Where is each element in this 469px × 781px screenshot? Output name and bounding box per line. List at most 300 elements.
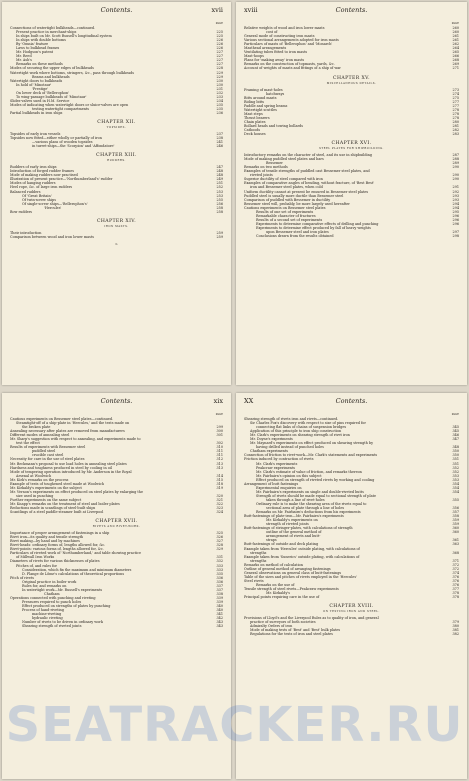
entry-text: Example taken from 'Sunerics' outside plating, with calculations of	[244, 554, 360, 559]
entry-text: Ventilating tubes fitted to iron masts	[244, 50, 308, 55]
entry-text: test the effect	[16, 441, 40, 446]
entry-text: Outline of general method of arranging fastenings	[244, 566, 331, 571]
entry-text: Mr. Clark's estimate of value of friction, and remarks thereon	[256, 469, 362, 474]
entry-text: Mr. Ash's	[16, 58, 32, 63]
entry-page-number: 311	[216, 449, 223, 454]
entry-text: Rivet making—by hand and by machines	[10, 539, 80, 544]
entry-page-number: 232	[216, 90, 223, 95]
entry-text: Necessity for care in the use of steel plates	[10, 457, 85, 462]
entry-page-number: 275	[452, 95, 459, 100]
contents-entry	[244, 632, 459, 636]
entry-text: arrangement of rivets and butt-	[266, 534, 321, 539]
running-header	[10, 6, 223, 18]
entry-text: Results of one set of experiments	[256, 209, 314, 214]
entry-text: Strength of rivets should be made equal to sectional strength of plate	[256, 493, 376, 498]
entry-text: Chain plates	[244, 119, 266, 124]
entry-page-number: 228	[216, 66, 223, 71]
entry-text: Tensile strength of steel rivets—Peakcraw experiments	[244, 586, 339, 591]
entry-text: having drilled instead of punched holes	[256, 445, 324, 450]
entry-page-number: 363	[452, 542, 459, 547]
entry-text: Effect produced on strength of riveted rivets by working and cooling	[256, 477, 375, 482]
entry-text: Mr. Knapp's remarks on the treatment of steel and boiler plates	[10, 501, 120, 506]
entry-page-number: 348	[452, 445, 459, 450]
contents-body	[244, 22, 459, 381]
entry-text: Butt-fastenings of plate-iron—Mr. Fairbairn's experiments	[244, 514, 344, 519]
entry-text: Original practice in boiler work	[22, 579, 77, 584]
entry-text: Topsides now fitted—either wholly or partially of iron	[10, 136, 102, 141]
entry-page-number: 350	[452, 449, 459, 454]
entry-page-number: 337	[216, 583, 223, 588]
entry-page-number: 351	[452, 461, 459, 466]
entry-text: size used in punching	[16, 493, 54, 498]
entry-page-number: 346	[452, 433, 459, 438]
entry-text: Annealing necessary after plates are removed from manufacturers	[10, 429, 125, 434]
entry-text: Arsenal at Woolwich	[16, 473, 52, 478]
entry-text: Provisions of Lloyd's and the Liverpool Rules as to quality of iron, and general	[244, 616, 379, 621]
entry-text: Mode of tempering operation introduced by Mr. Anderson in the Royal	[10, 469, 132, 474]
entry-text: taken through a line of rivet-holes	[266, 497, 325, 502]
entry-page-number: 359	[452, 522, 459, 527]
running-header	[244, 6, 459, 18]
entry-page-number: 280	[452, 119, 459, 124]
entry-text: Mr. Fairbairn's experiments on single and double-riveted butts	[256, 489, 364, 494]
entry-text: Various sectional arrangements adopted for iron masts	[244, 38, 339, 43]
entry-text: In ships built on Mr. Scott Russell's longitudinal system	[16, 34, 112, 39]
page-column-label: PAGE	[215, 22, 223, 25]
entry-text: Mr. Kirkaldy's experiments on the subject	[10, 485, 82, 490]
entry-page-number: 248	[216, 173, 223, 178]
entry-text: Balanced rudders	[10, 189, 41, 194]
entry-page-number: 294	[452, 201, 459, 206]
entry-text: Application of this principle to iron ship construction	[250, 429, 342, 434]
entry-page-number: 313	[216, 465, 223, 470]
entry-text: Remarks on two methods	[244, 165, 288, 170]
chapter-subtitle: MISCELLANEOUS DETAILS.	[326, 81, 377, 85]
entry-page-number: 277	[452, 99, 459, 104]
entry-page-number: 339	[216, 595, 223, 600]
entry-page-number: 356	[452, 506, 459, 511]
entry-page-number: 322	[216, 501, 223, 506]
entry-text: connecting flat links of chains of suspension bridges	[256, 425, 347, 430]
page-column-label: PAGE	[451, 413, 459, 416]
entry-page-number: 313	[216, 461, 223, 466]
entry-text: Bow rudders	[10, 209, 33, 214]
entry-page-number: 249	[216, 177, 223, 182]
entry-text: Process of hand-riveting	[22, 608, 64, 613]
entry-page-number: 319	[216, 485, 223, 490]
entry-text: Peakcraw experiments	[256, 465, 296, 470]
entry-page-number: 235	[216, 102, 223, 107]
entry-text: outline of the general method of	[266, 530, 322, 535]
entry-page-number: 329	[216, 547, 223, 552]
entry-page-number: 271	[452, 66, 459, 71]
entry-page-number: 236	[216, 110, 223, 115]
entry-text: Mr. Maynard's experiments on effect produced on shearing strength by	[250, 441, 374, 446]
entry-text: Plans for 'making away' iron masts	[244, 58, 305, 63]
entry-text: Mr. Doyne's experiments	[250, 437, 293, 442]
entry-page-number: 251	[216, 181, 223, 186]
contents-entry	[10, 624, 223, 628]
entry-text: Bitts around masts	[244, 95, 277, 100]
entry-page-number: 333	[216, 567, 223, 572]
entry-text: Shearing strength of rivets iron and rivets—continued.	[244, 417, 339, 421]
entry-text: Mr. Clark's experiments on shearing strength of rivet iron	[250, 433, 350, 438]
entry-page-number: 360	[452, 530, 459, 535]
entry-page-number: 295	[452, 209, 459, 214]
entry-text: Watertight doors to bulkheads	[10, 78, 63, 83]
entry-text: Beams and bulkheads	[32, 74, 70, 79]
entry-text: Friction induced by contraction of rivets	[244, 457, 314, 462]
entry-text: Remarks on method of calculation	[244, 562, 303, 567]
watermark-logo: SEATRACKER.RU	[5, 697, 464, 753]
entry-text: 'Hercules'	[44, 205, 62, 210]
entry-text: Examples of tensile strengths of puddled cast Bessemer steel plates, and	[244, 169, 370, 174]
entry-text: Different modes of annealing steel	[10, 433, 70, 438]
entry-page-number: 260	[452, 30, 459, 35]
entry-text: Admiralty Orders of iron	[250, 624, 293, 629]
entry-page-number: 253	[216, 193, 223, 198]
entry-page-number: 371	[452, 558, 459, 563]
entry-text: Mr. Sharp's suggestion with respect to annealing, and experiments made to	[10, 437, 141, 442]
entry-text: Illustration of present practice—'Northumberland's' rudder	[10, 177, 113, 182]
entry-text: Ordinary rule is to make the shearing area of the rivets equal to	[256, 501, 367, 506]
entry-text: Relative weights of wood and iron lower masts	[244, 26, 325, 30]
chapter-heading: CHAPTER XVIII.	[329, 604, 374, 610]
entry-page-number: 315	[216, 477, 223, 482]
entry-text: Examples of comparative angles of bending, without fracture, of 'Best Best'	[244, 181, 375, 186]
entry-text: Example taken from 'Hercules' outside plating, with calculations of	[244, 546, 360, 551]
entry-page-number: 355	[452, 497, 459, 502]
running-header	[244, 397, 459, 409]
entry-text: Cautious experiments on Bessemer steel plates—continued.	[10, 417, 114, 421]
entry-page-number: 378	[452, 595, 459, 600]
entry-text: D. Flange de Lôme's calculations of theoretical proportions	[22, 571, 125, 576]
entry-page-number: 231	[216, 86, 223, 91]
entry-text: Cathoods	[244, 127, 261, 132]
entry-text: testing watertight compartments	[32, 106, 89, 111]
entry-text: General observations on general class of butt-fastenings	[244, 570, 342, 575]
entry-page-number: 341	[216, 612, 223, 617]
entry-page-number: 318	[216, 481, 223, 486]
entry-page-number: 335	[216, 571, 223, 576]
entry-text: Paddle and spring beams	[244, 103, 288, 108]
entry-page-number: 252	[216, 185, 223, 190]
chapter-heading: CHAPTER XIII.	[96, 153, 137, 159]
entry-text: Introduction of forged rudder frames	[10, 169, 74, 174]
entry-page-number: 296	[452, 217, 459, 222]
entry-page-number: 368	[452, 550, 459, 555]
entry-page-number: 288	[452, 157, 459, 162]
entry-page-number: 291	[452, 185, 459, 190]
entry-text: By 'Omnia' feature	[16, 42, 49, 47]
entry-page-number: 259	[216, 230, 223, 235]
entry-page-number: 372	[452, 566, 459, 571]
entry-text: Rivet-heads: ordinary forms of, lengths allowed for, &c.	[10, 543, 106, 548]
entry-text: Importance of proper arrangement of fastenings in a ship	[10, 531, 110, 536]
header-title: Contents.	[335, 6, 368, 14]
entry-page-number: 246	[216, 144, 223, 149]
entry-text: Laws to bulkhead frames	[16, 46, 60, 51]
entry-text: Comparison of puddled with Bessemer in ductility	[244, 197, 331, 202]
entry-page-number: 290	[452, 173, 459, 178]
entry-page-number: 293	[452, 197, 459, 202]
entry-page-number: 337	[216, 587, 223, 592]
entry-page-number: 225	[216, 34, 223, 39]
signature-mark: b	[115, 241, 118, 246]
entry-text: Heel rope, &c. of large iron rudders	[10, 185, 73, 190]
entry-text: Remarks on the use of	[256, 582, 295, 587]
entry-page-number: 376	[452, 574, 459, 579]
entry-text: Modes of hanging rudders	[10, 181, 56, 186]
entry-text: Arrangement of butt fastenings	[244, 481, 299, 486]
entry-text: Principal points requiring care in the use of	[244, 595, 320, 600]
entry-page-number: 376	[452, 578, 459, 583]
entry-text: Pitch of rivets	[10, 575, 34, 580]
entry-text: —various plans of wooden topsides	[32, 140, 93, 145]
entry-text: Connections of watertight bulkheads—continued.	[10, 26, 96, 30]
entry-text: Chatham	[44, 591, 60, 596]
entry-text: strengths	[250, 558, 267, 563]
entry-text: Uniform ductility cannot at present be ensured in Bessemer steel plates	[244, 189, 369, 194]
contents-entry	[10, 510, 223, 514]
chapter-heading: CHAPTER XVII.	[95, 519, 138, 525]
entry-text: Experimental enquiries on	[256, 485, 302, 490]
entry-text: Mr. Clark's experiments	[256, 461, 298, 466]
entry-page-number: 325	[216, 531, 223, 536]
header-page-number: XX	[244, 397, 254, 405]
entry-page-number: 372	[452, 562, 459, 567]
entry-text: Rules for, and remarks on	[22, 583, 67, 588]
entry-page-number: 238	[216, 136, 223, 141]
entry-page-number: 278	[452, 107, 459, 112]
entry-text: Steel rivets	[244, 578, 264, 583]
entry-text: strengths	[250, 550, 267, 555]
entry-page-number: 227	[216, 62, 223, 67]
entry-page-number: 310	[216, 445, 223, 450]
entry-page-number: 227	[216, 54, 223, 59]
entry-page-number: 281	[452, 123, 459, 128]
entry-text: Rivet-points: various forms of, lengths allowed for, &c.	[10, 547, 104, 552]
entry-text: Butt-fastenings of outside and deck plating	[244, 542, 319, 547]
entry-text: Operations connected with punching and riveting	[10, 595, 96, 600]
entry-text: Conclusions drawn from the results obtained	[256, 234, 334, 239]
entry-page-number: 354	[452, 489, 459, 494]
entry-page-number: 312	[216, 457, 223, 462]
entry-page-number: 354	[452, 481, 459, 486]
entry-page-number: 225	[216, 30, 223, 35]
entry-text: Mr. Kirkaldy's experiments on	[266, 518, 318, 523]
entry-page-number: 379	[452, 620, 459, 625]
contents-entry	[10, 210, 223, 214]
contents-entry	[10, 111, 223, 115]
entry-text: Chatham experiments	[250, 449, 288, 454]
entry-page-number: 273	[452, 87, 459, 92]
contents-entry	[244, 234, 459, 238]
entry-page-number: 258	[216, 209, 223, 214]
contents-entry	[10, 144, 223, 148]
entry-text: Thrust bearers	[244, 115, 270, 120]
entry-page-number: 326	[216, 535, 223, 540]
header-page-number: xix	[213, 397, 223, 405]
entry-page-number: 283	[452, 132, 459, 137]
entry-text: On lower deck of 'Bellerophon'	[16, 90, 70, 95]
entry-text: Introductory remarks on the character of steel, and its use in shipbuilding	[244, 153, 372, 158]
entry-text: Mode of making tests of 'Best' and 'Best' bulk plates	[250, 628, 341, 633]
entry-page-number: 321	[216, 497, 223, 502]
entry-page-number: 282	[452, 127, 459, 132]
entry-page-number: 248	[216, 169, 223, 174]
entry-page-number: 226	[216, 38, 223, 43]
entry-page-number: 333	[216, 563, 223, 568]
entry-page-number: 299	[216, 425, 223, 430]
entry-page-number: 340	[216, 608, 223, 613]
entry-page-number: 234	[216, 98, 223, 103]
chapter-heading: CHAPTER XVI.	[331, 141, 372, 147]
entry-page-number: 345	[452, 425, 459, 430]
entry-page-number: 301	[216, 433, 223, 438]
entry-page-number: 339	[216, 599, 223, 604]
entry-page-number: 360	[452, 526, 459, 531]
entry-text: Remarks on the construction of topmasts, yards, &c.	[244, 62, 335, 67]
entry-text: Experiments to determine effect produced by fall of heavy weights	[256, 225, 371, 230]
entry-page-number: 293	[452, 193, 459, 198]
entry-text: Of single-screw ships—'Bellerophon's'	[22, 201, 88, 206]
entry-page-number: 298	[452, 234, 459, 239]
entry-text: Mast steps	[244, 111, 263, 116]
entry-page-number: 343	[216, 624, 223, 629]
entry-text: Remarks on Mr. Fairbairn's deductions from his experiments	[256, 510, 361, 515]
entry-text: Superior ductility of steel compared with iron	[244, 177, 323, 182]
entry-text: in turret-ships—the 'Scorpion' and 'Affondatore'	[32, 144, 115, 149]
entry-text: Rivet iron—its quality and tensile strength	[10, 535, 84, 540]
entry-page-number: 327	[216, 539, 223, 544]
entry-text: crucible cast steel	[32, 453, 64, 458]
entry-text: upon Bessemer steel and iron plates	[266, 229, 329, 234]
entry-page-number: 354	[452, 485, 459, 490]
entry-text: Puddled steel is usually more ductile than Bessemer steel	[244, 193, 344, 198]
entry-page-number: 378	[452, 591, 459, 596]
entry-page-number: 278	[452, 115, 459, 120]
entry-text: Table of the sizes and pitches of rivets employed in the 'Hercules'	[244, 574, 357, 579]
entry-text: Of twin-screw ships	[22, 197, 56, 202]
entry-page-number: 297	[452, 229, 459, 234]
entry-page-number: 290	[452, 177, 459, 182]
entry-page-number: 300	[216, 429, 223, 434]
chapter-heading: CHAPTER XIV.	[96, 218, 137, 224]
entry-page-number: 331	[216, 555, 223, 560]
entry-text: Rudders of early iron ships	[10, 165, 57, 170]
entry-page-number: 343	[216, 620, 223, 625]
running-header	[10, 397, 223, 409]
entry-text: Particulars of masts of 'Bellerophon' and 'Monarch'	[244, 42, 333, 47]
entry-page-number: 296	[452, 221, 459, 226]
header-page-number: xviii	[244, 6, 258, 14]
entry-page-number: 237	[216, 132, 223, 137]
entry-page-number: 269	[452, 62, 459, 67]
entry-text: Number of rivets to be driven in ordinary work	[22, 620, 103, 625]
contents-entry	[244, 132, 459, 136]
entry-text: Regulations for the tests of iron and steel plates	[250, 632, 333, 637]
entry-text: Mr. Vernon's experiments on effect produced on steel plates by enlarging the	[10, 489, 143, 494]
entry-text: Sir Charles Fox's discovery with respect to size of pins required for	[250, 421, 366, 426]
chapter-subtitle: TOPSIDES.	[106, 126, 127, 130]
entry-text: Butt-fastenings of stringer-plates, with calculations of strength	[244, 526, 353, 531]
entry-page-number: 227	[216, 50, 223, 55]
entry-text: Steamtight-off of a ship-plate in 'Hercules,' and the tests made on	[16, 421, 130, 426]
header-title: Contents.	[335, 397, 368, 405]
entry-page-number: 230	[216, 78, 223, 83]
entry-page-number: 376	[452, 582, 459, 587]
contents-body	[10, 22, 223, 381]
entry-text: riveted joints	[250, 173, 273, 178]
entry-page-number: 233	[216, 94, 223, 99]
entry-page-number: 227	[216, 58, 223, 63]
entry-text: machine-riveting	[32, 612, 62, 617]
entry-page-number: 311	[216, 453, 223, 458]
header-title: Contents.	[100, 397, 133, 405]
entry-text: Present practice in merchant-ships	[16, 30, 77, 35]
entry-page-number: 226	[216, 46, 223, 51]
chapter-subtitle: IRON MASTS.	[104, 224, 129, 228]
entry-text: Their introduction	[10, 230, 42, 235]
chapter-heading: CHAPTER XV.	[333, 75, 370, 81]
entry-text: strength of riveted joints	[266, 522, 309, 527]
entry-page-number: 374	[452, 570, 459, 575]
page-xvii	[2, 2, 231, 385]
entry-text: Shearing strength of riveted joints	[22, 624, 82, 629]
entry-text: hatchways	[266, 91, 285, 96]
entry-page-number: 274	[452, 91, 459, 96]
header-page-number: xvii	[211, 6, 223, 14]
entry-page-number: 345	[452, 429, 459, 434]
entry-text: Riding bitts	[244, 99, 265, 104]
entry-text: Watertight scuttles	[244, 107, 277, 112]
chapter-subtitle: RUDDERS.	[107, 159, 126, 163]
entry-text: Framing of mast-holes	[244, 87, 283, 92]
contents-entry	[10, 235, 223, 239]
entry-page-number: 358	[452, 514, 459, 519]
entry-page-number: 247	[216, 165, 223, 170]
chapter-subtitle: ON TESTING IRON AND STEEL.	[323, 610, 380, 614]
entry-text: Mr. Reed	[16, 54, 32, 59]
entry-text: straps	[266, 538, 277, 543]
entry-text: Bessemer	[266, 161, 283, 166]
entry-page-number: 352	[452, 465, 459, 470]
entry-text: Account of weights of masts and fittings of a ship of war	[244, 66, 341, 71]
entry-page-number: 382	[452, 632, 459, 637]
entry-text: Mr. Kirkaldy's	[266, 591, 291, 596]
entry-page-number: 340	[216, 603, 223, 608]
entry-text: Topsides of early iron vessels	[10, 132, 61, 137]
entry-page-number: 351	[452, 457, 459, 462]
entry-text: practice of surveyors of both societies	[250, 620, 316, 625]
entry-page-number: 353	[452, 473, 459, 478]
entry-page-number: 262	[452, 42, 459, 47]
entry-text: Connection of friction to rivet-work—Mr. Clark's statements and experiments	[244, 453, 378, 458]
entry-page-number: 314	[216, 473, 223, 478]
entry-text: Comparison between wood and iron lower masts	[10, 234, 95, 239]
entry-page-number: 260	[452, 26, 459, 30]
entry-text: of Millwall Iron Works	[16, 555, 55, 560]
entry-text: Slides-valves used in H.M. Service	[10, 98, 70, 103]
entry-text: cost of	[266, 30, 278, 35]
entry-page-number: 265	[452, 50, 459, 55]
entry-text: General mode of constructing iron masts	[244, 34, 315, 39]
entry-text: sectional area of plate through a line of holes	[266, 506, 345, 511]
entry-page-number: 350	[452, 453, 459, 458]
entry-text: iron and Bessemer steel plates, when cold	[250, 185, 323, 190]
entry-page-number: 268	[452, 58, 459, 63]
